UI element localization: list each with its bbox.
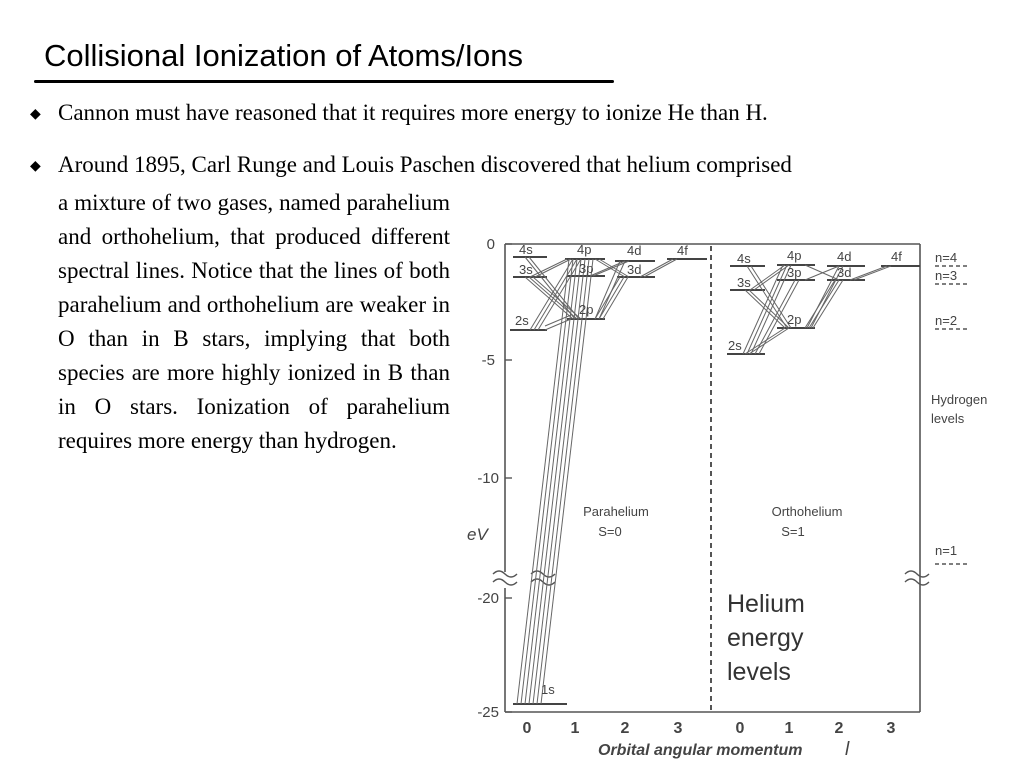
y-tick-label: -20 bbox=[477, 590, 499, 607]
hydrogen-level-label: n=4 bbox=[935, 250, 958, 265]
x-axis-label: Orbital angular momentum bbox=[598, 742, 803, 759]
x-tick-label: 0 bbox=[735, 720, 745, 737]
x-tick-label: 1 bbox=[784, 720, 794, 737]
diamond-icon: ◆ bbox=[30, 106, 41, 122]
x-tick-label: 1 bbox=[570, 720, 580, 737]
y-tick-label: -5 bbox=[481, 352, 495, 369]
x-tick-label: 0 bbox=[522, 720, 532, 737]
helium-energy-level-diagram bbox=[455, 222, 1015, 762]
x-axis-label-symbol: l bbox=[845, 739, 850, 760]
parahelium-level-lines bbox=[510, 257, 707, 704]
level-label: 2s bbox=[515, 313, 529, 328]
hydrogen-label-line-2: levels bbox=[931, 411, 965, 426]
hydrogen-level-label: n=3 bbox=[935, 268, 958, 283]
x-tick-label: 2 bbox=[620, 720, 630, 737]
parahelium-spin: S=0 bbox=[598, 524, 622, 539]
orthohelium-spin: S=1 bbox=[781, 524, 805, 539]
helium-title-line-3: levels bbox=[727, 658, 791, 686]
level-label: 1s bbox=[541, 682, 555, 697]
hydrogen-level-label: n=2 bbox=[935, 313, 958, 328]
helium-title-line-1: Helium bbox=[727, 590, 805, 618]
y-axis-unit: eV bbox=[467, 525, 488, 544]
parahelium-transition-lines bbox=[517, 257, 677, 704]
level-label: 4d bbox=[627, 243, 642, 258]
title-underline bbox=[34, 80, 614, 83]
level-label: 2s bbox=[728, 338, 742, 353]
x-tick-label: 2 bbox=[834, 720, 844, 737]
level-label: 3p bbox=[579, 261, 594, 276]
bullet-1-text: Cannon must have reasoned that it requires more energy to ionize He than H. bbox=[58, 100, 768, 125]
level-label: 4p bbox=[577, 242, 592, 257]
level-label: 4s bbox=[737, 251, 751, 266]
level-label: 3d bbox=[627, 262, 642, 277]
level-label: 4d bbox=[837, 249, 852, 264]
y-tick-label: 0 bbox=[486, 236, 495, 253]
parahelium-label: Parahelium bbox=[583, 504, 649, 519]
level-label: 4s bbox=[519, 242, 533, 257]
orthohelium-level-lines bbox=[727, 265, 920, 354]
hydrogen-level-label: n=1 bbox=[935, 543, 958, 558]
y-tick-label: -10 bbox=[477, 470, 499, 487]
level-label: 2p bbox=[787, 312, 802, 327]
level-label: 4f bbox=[677, 243, 688, 258]
x-tick-label: 3 bbox=[673, 720, 683, 737]
slide-title: Collisional Ionization of Atoms/Ions bbox=[44, 38, 524, 73]
level-label: 3s bbox=[519, 262, 533, 277]
hydrogen-label-line-1: Hydrogen bbox=[931, 392, 988, 407]
level-label: 3p bbox=[787, 265, 802, 280]
bullet-2-text: Around 1895, Carl Runge and Louis Paschen discovered that helium comprised bbox=[58, 152, 792, 177]
parahelium-level-labels bbox=[515, 242, 688, 697]
helium-title-line-2: energy bbox=[727, 624, 804, 652]
orthohelium-transition-lines bbox=[743, 265, 891, 354]
y-tick-marks bbox=[505, 244, 512, 712]
level-label: 3d bbox=[837, 265, 852, 280]
x-tick-label: 3 bbox=[886, 720, 896, 737]
body-paragraph: a mixture of two gases, named parahelium and orthohelium, that produced different spectral lines. Notice that the lines of both parahelium and orthohelium are weaker in O than in B stars, implying that both species are more highly ionized in B than in O stars. Ionization of parahelium requires more energy than hydrogen. bbox=[58, 190, 450, 453]
level-label: 4p bbox=[787, 248, 802, 263]
orthohelium-label: Orthohelium bbox=[771, 504, 843, 519]
y-tick-label: -25 bbox=[477, 704, 499, 721]
level-label: 3s bbox=[737, 275, 751, 290]
diamond-icon: ◆ bbox=[30, 158, 41, 174]
level-label: 2p bbox=[579, 302, 594, 317]
level-label: 4f bbox=[891, 249, 902, 264]
